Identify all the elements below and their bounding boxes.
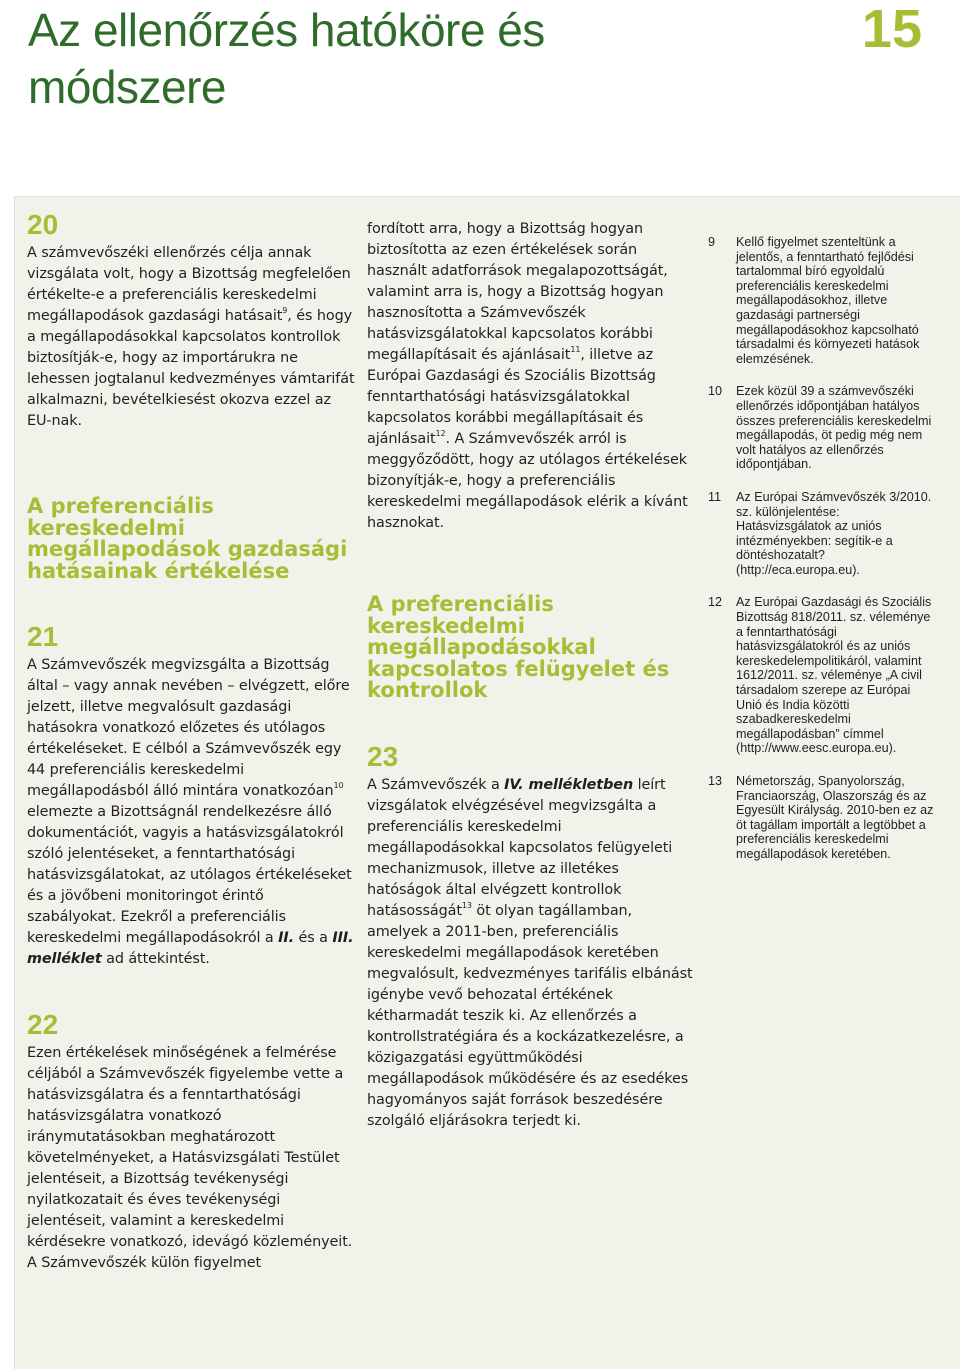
footnote-text: Az Európai Számvevőszék 3/2010. sz. különjelentése: Hatásvizsgálatok az uniós intézményekben: segítik-e a döntéshozatalt? (http://eca.europa.eu). [736,489,932,577]
paragraph-22-continued: fordított arra, hogy a Bizottság hogyan biztosította az ezen értékelések során használt adatforrások megalapozottságát, valamint arra is, hogy a Bizottság hogyan hasznosította a Számvevőszék hatásvizsgálatokkal kapcsolatos korábbi megállapításait és ajánlásait$^{11}$, illetve az Európai Gazdasági és Szociális Bizottság fenntarthatósági hatásvizsgálatokkal kapcsolatos korábbi megállapításait és ajánlásait$^{12}$. A Számvevőszék arról is meggyőződött, hogy az utólagos értékelések bizonyítják-e, hogy a preferenciális kereskedelmi megállapodások elérik a kívánt hasznokat. [367,221,688,531]
footnote-9 [708,235,948,366]
footnote-text: Németország, Spanyolország, Franciaország, Olaszország és az Egyesült Királyság. 2010-ben ez az öt tagállam importált a legtöbbet a preferenciális kereskedelmi megállapodások keretében. [736,774,934,861]
page-title-line-2: módszere [28,61,226,113]
footnote-text: Az Európai Gazdasági és Szociális Bizottság 818/2011. sz. véleménye a fenntarthatósági hatásvizsgálatokról és az uniós kereskedelempolitikáról, valamint 1612/2011. sz. véleménye „A civil társadalom szerepe az Európai Unió és India közötti szabadkereskedelmi megállapodásban” címmel (http://www.eesc.europa.eu). [736,595,932,756]
footnote-number: 12 [708,595,723,610]
paragraph-number-21: 21 [27,621,59,652]
column-middle [367,219,697,1132]
section-heading-economic-impact: A preferenciális kereskedelmi megállapodások gazdasági hatásainak értékelése [27,494,348,583]
column-left [27,210,357,1274]
footnote-12 [708,595,948,756]
footnote-text: Kellő figyelmet szenteltünk a jelentős, a fenntartható fejlődési tartalommal bíró egyoldalú preferenciális kereskedelmi megállapodásokhoz, illetve gazdasági partnerségi megállapodásokhoz kapcsolható társadalmi és környezeti hatások elemzésének. [736,235,920,366]
footnote-number: 13 [708,774,723,788]
paragraph-number-20: 20 [27,209,59,240]
footnote-text: Ezek közül 39 a számvevőszéki ellenőrzés időpontjában hatályos összes preferenciális kereskedelmi megállapodás, öt pedig még nem volt hatályos az ellenőrzés időpontjában. [736,384,932,472]
footnote-11 [708,490,948,578]
page-title-line-1: Az ellenőrzés hatóköre és [28,4,545,56]
page-title [28,2,668,116]
paragraph-22: Ezen értékelések minőségének a felmérése céljából a Számvevőszék figyelembe vette a hatásvizsgálatra és a fenntarthatósági hatásvizsgálatra vonatkozó iránymutatásokban meghatározott követelményeket, a Hatásvizsgálati Testület jelentéseit, a Bizottság tevékenységi nyilatkozatait és éves tevékenységi jelentéseit, valamint a kereskedelmi kérdésekre vonatkozó, idevágó közleményeit. A Számvevőszék külön figyelmet [27,1045,353,1271]
footnotes-column [708,235,948,862]
footnote-10 [708,384,948,472]
footnote-13 [708,774,948,862]
paragraph-number-22: 22 [27,1009,59,1040]
footnote-number: 9 [708,235,716,249]
paragraph-21: A Számvevőszék megvizsgálta a Bizottság által – vagy annak nevében – elvégzett, előre jelzett, illetve megvalósult gazdasági hatásokra vonatkozó előzetes és utólagos értékeléseket. E célból a Számvevőszék egy 44 preferenciális kereskedelmi megállapodásból álló mintára vonatkozóan$^{10}$ elemezte a Bizottságnál rendelkezésre álló dokumentációt, vagyis a hatásvizsgálatokról szóló jelentéseket, a fenntarthatósági hatásvizsgálatokat, az utólagos értékeléseket és a jövőbeni monitoringot érintő szabályokat. Ezekről a preferenciális kereskedelmi megállapodásokról a II. és a III. melléklet ad áttekintést. [27,657,354,967]
footnote-number: 11 [708,489,722,504]
section-heading-supervision-controls: A preferenciális kereskedelmi megállapodásokkal kapcsolatos felügyelet és kontrollok [367,592,670,702]
footnote-number: 10 [708,384,723,399]
paragraph-20: A számvevőszéki ellenőrzés célja annak vizsgálata volt, hogy a Bizottság megfelelően értékelte-e a preferenciális kereskedelmi megállapodások gazdasági hatásait$^9$, és hogy a megállapodásokkal kapcsolatos kontrollok biztosítják-e, hogy az importárukra ne lehessen jogtalanul kedvezményes vámtarifát alkalmazni, bevételkiesést okozva ezzel az EU-nak. [27,245,355,429]
paragraph-23: A Számvevőszék a IV. mellékletben leírt vizsgálatok elvégzésével megvizsgálta a preferenciális kereskedelmi megállapodásokkal kapcsolatos felügyeleti mechanizmusok, illetve az illetékes hatóságok által elvégzett kontrollok hatásosságát$^{13}$ öt olyan tagállamban, amelyek a 2011-ben, preferenciális kereskedelmi megállapodások keretében megvalósult, kedvezményes tarifális elbánást igénybe vevő behozatal értékének kétharmadát teszik ki. Az ellenőrzés a kontrollstratégiára és a kockázatkezelésre, a közigazgatási együttműködési megállapodások működésére és az esedékes hagyományos saját források beszedésére szolgáló eljárásokra terjedt ki. [367,776,693,1129]
page-number: 15 [861,0,922,59]
paragraph-number-23: 23 [367,740,399,772]
